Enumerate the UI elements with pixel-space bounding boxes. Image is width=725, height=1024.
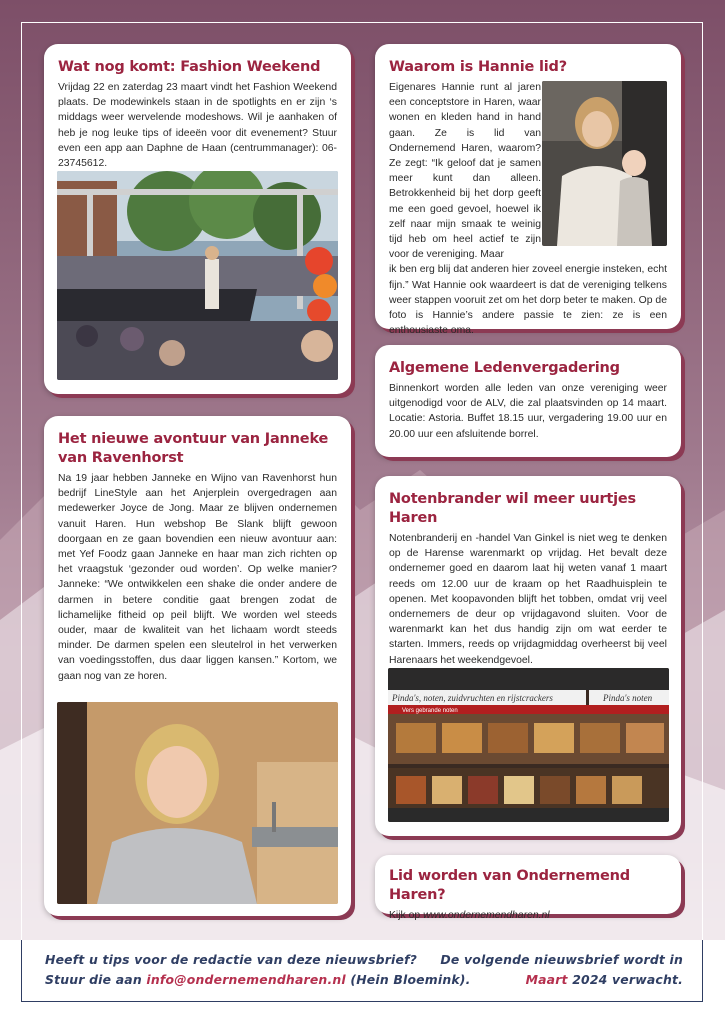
- fashion-weekend-title: Wat nog komt: Fashion Weekend: [58, 59, 321, 75]
- footer-left: [45, 950, 471, 990]
- hannie-text-full: ik ben erg blij dat anderen hier zoveel energie insteken, echt fijn.” Wat Hannie ook waardeert is dat de vereniging telkens weer stappen vooruit zet om het dorp beter te maken. Op de foto is Hannie’s andere passie te zien: ze is een enthousiaste oma.: [389, 264, 667, 337]
- janneke-text: Na 19 jaar hebben Janneke en Wijno van Ravenhorst hun bedrijf LineStyle aan het Anjerplein overgedragen aan medewerker Joyce de Jong. Maar ze blijven ondernemen vanuit Haren. Hun webshop Be Slank blijft gewoon doorgaan en ze gaan bovendien een nieuw avontuur aan: met Yef Foodz gaan Janneke en haar man zich richten op het vraagstuk ‘gezonder oud worden’. Op welke manier? Janneke: “We ontwikkelen een shake die onder andere de darmen in betere conditie gaat brengen zodat de lichamelijke fitheid op peil blijft. We worden wel steeds ouder, maar de kwaliteit van het lichaam wordt steeds minder. De darmen spelen een sleutelrol in het verwerken van voedingsstoffen, dus daar liggen kansen.” Kortom, we gaan nog van ze horen.: [58, 473, 337, 682]
- stall-banner-text: Vers gebrande noten: [402, 708, 458, 714]
- nut-stall-photo: [388, 668, 669, 822]
- notenbrander-card: [375, 476, 681, 836]
- footer-contact-prefix: Stuur die aan: [45, 972, 142, 987]
- footer-right: [440, 950, 683, 990]
- janneke-card: [44, 416, 351, 916]
- membership-title: Lid worden van Ondernemend Haren?: [389, 868, 630, 903]
- footer: [0, 940, 725, 1024]
- janneke-title: Het nieuwe avontuur van Janneke van Ravenhorst: [58, 431, 329, 466]
- footer-date-suffix: 2024 verwacht.: [572, 972, 683, 987]
- janneke-photo: [57, 702, 338, 904]
- footer-contact-line: [45, 970, 471, 990]
- stall-sign-right-text: Pinda's noten: [603, 693, 653, 703]
- hannie-text-wrapped: Eigenares Hannie runt al jaren een conceptstore in Haren, waar wonen en kleden hand in hand gaan. Ze is lid van Ondernemend Haren, waarom? Ze zegt: “Ik geloof dat je samen meer kunt dan alleen. Betrokkenheid bij het dorp geeft me een goed gevoel, hoewel ik zelf naar mijn smaak te weinig tijd heb om heel actief te zijn voor de vereniging. Maar: [389, 82, 541, 261]
- alv-card: [375, 345, 681, 457]
- hannie-card: [375, 44, 681, 337]
- fashion-weekend-card: [44, 44, 351, 394]
- notenbrander-title: Notenbrander wil meer uurtjes Haren: [389, 491, 636, 526]
- fashion-weekend-text: Vrijdag 22 en zaterdag 23 maart vindt het Fashion Weekend plaats. De modewinkels staan in de spotlights en er zijn ‘s middags weer wervelende modeshows. Wil je aanhaken of heb je nog leuke tips of ideeën voor dit evenement? Stuur even een app aan Daphne de Haan (centrummanager): 06-23745612.: [58, 82, 337, 170]
- footer-tips-line: Heeft u tips voor de redactie van deze nieuwsbrief?: [45, 952, 418, 967]
- membership-prefix: Kijk op: [389, 910, 421, 921]
- website-link[interactable]: www.ondernemendharen.nl: [423, 910, 550, 921]
- hannie-photo: [542, 81, 667, 246]
- footer-email-link[interactable]: info@ondernemendharen.nl: [146, 972, 346, 987]
- alv-text: Binnenkort worden alle leden van onze vereniging weer uitgenodigd voor de ALV, die zal plaatsvinden op 14 maart. Locatie: Astoria. Buffet 18.15 uur, vergadering 19.00 uur en 20.00 uur een afsluitende borrel.: [389, 383, 667, 440]
- fashion-show-photo: [57, 171, 338, 380]
- footer-contact-suffix: (Hein Bloemink).: [350, 972, 471, 987]
- footer-date-line: [440, 970, 683, 990]
- stall-sign-text: Pinda's, noten, zuidvruchten en rijstcrackers: [392, 693, 553, 703]
- alv-title: Algemene Ledenvergadering: [389, 360, 620, 376]
- notenbrander-text: Notenbranderij en -handel Van Ginkel is niet weg te denken op de Harense warenmarkt op vrijdag. Het bevalt deze ondernemer goed en daarom laat hij weten vanaf 1 maart reeds om 12.00 uur de kraam op het Raadhuisplein te openen. Met koopavonden blijft het tobben, omdat vrij veel ondernemers de deur op vrijdagavond sluiten. Voor de warenmarkt kan het dus handig zijn om wat eerder te starten. Immers, reeds op vrijdagmiddag overheerst bij veel Harenaars het weekendgevoel.: [389, 533, 667, 666]
- membership-text: [389, 908, 667, 923]
- membership-card: [375, 855, 681, 921]
- footer-next-line: De volgende nieuwsbrief wordt in: [440, 952, 683, 967]
- footer-month: Maart: [525, 972, 568, 987]
- hannie-title: Waarom is Hannie lid?: [389, 59, 567, 75]
